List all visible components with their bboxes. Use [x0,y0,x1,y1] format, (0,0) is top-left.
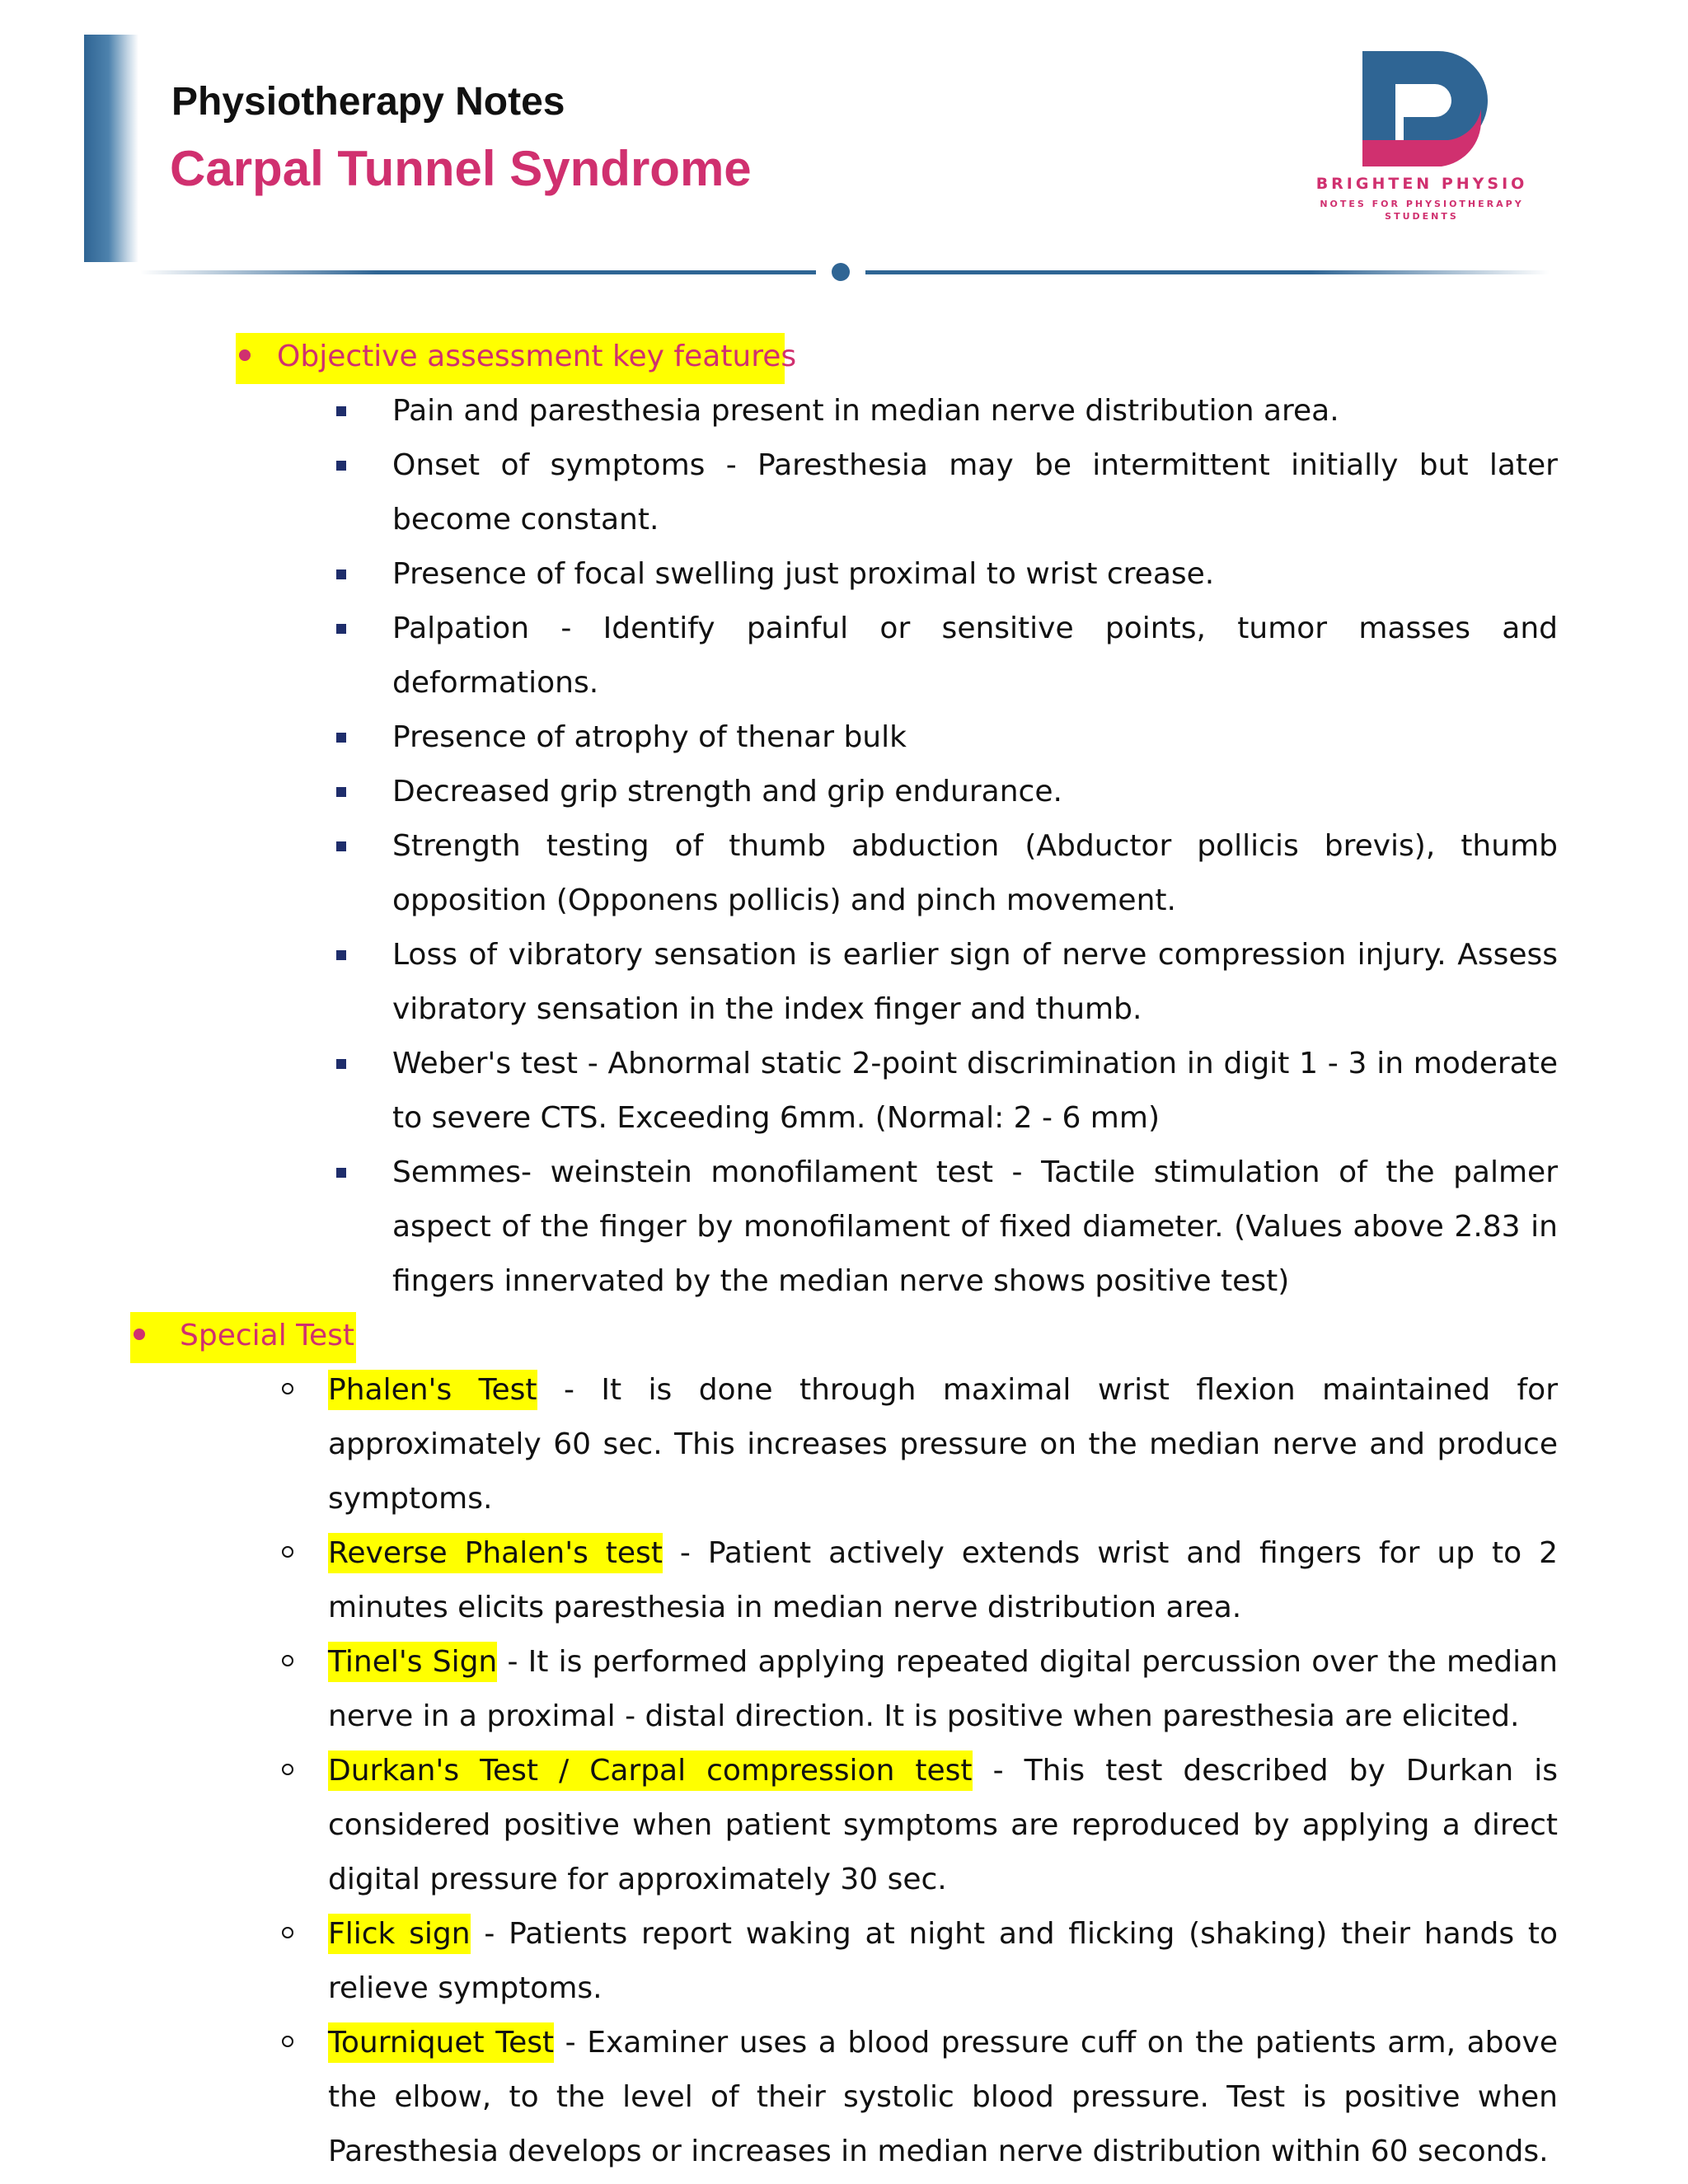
objective-item-text: Loss of vibratory sensation is earlier sign of nerve compression injury. Assess vibratory sensation in the index finger and thumb. [392,938,1558,1026]
circle-bullet-icon [282,1927,293,1938]
objective-item-text: Pain and paresthesia present in median nerve distribution area. [392,394,1339,428]
objective-item [392,928,1558,1037]
objective-item [392,819,1558,928]
special-test-description: - It is performed applying repeated digital percussion over the median nerve in a proximal - distal direction. It is positive when paresthesia are elicited. [328,1645,1558,1733]
special-test-name: Tinel's Sign [328,1642,497,1682]
special-test-item [328,1526,1558,1635]
special-test-item [328,2016,1558,2179]
circle-bullet-icon [282,2036,293,2047]
special-test-name: Phalen's Test [328,1370,537,1410]
objective-item-text: Weber's test - Abnormal static 2-point discrimination in digit 1 - 3 in moderate to severe CTS. Exceeding 6mm. (Normal: 2 - 6 mm) [392,1047,1558,1135]
notes-content [0,330,1688,2179]
objective-item [392,1037,1558,1146]
square-bullet-icon [336,1168,346,1178]
pink-bullet-icon [134,1329,145,1340]
special-test-name: Flick sign [328,1914,471,1954]
objective-item [392,1146,1558,1309]
square-bullet-icon [336,406,346,416]
special-heading-text: Special Test [180,1319,355,1352]
square-bullet-icon [336,950,346,960]
objective-item [392,765,1558,819]
objective-item [392,547,1558,602]
logo-mark-icon [1356,51,1488,168]
special-test-name: Durkan's Test / Carpal compression test [328,1750,973,1791]
objective-item-text: Decreased grip strength and grip endurance. [392,775,1062,808]
objective-list [0,384,1688,1309]
special-test-description: - Examiner uses a blood pressure cuff on the patients arm, above the elbow, to the level of their systolic blood pressure. Test is positive when Paresthesia develops or increases in median nerve distribution within 60 seconds. [328,2026,1559,2168]
special-test-item [328,1907,1558,2016]
special-heading [0,1309,1688,1363]
square-bullet-icon [336,841,346,851]
special-test-description: - Patient actively extends wrist and fingers for up to 2 minutes elicits paresthesia in median nerve distribution area. [328,1536,1558,1624]
objective-heading-text: Objective assessment key features [277,340,797,373]
special-test-item [328,1635,1558,1744]
objective-item-text: Presence of atrophy of thenar bulk [392,720,907,754]
circle-bullet-icon [282,1383,293,1394]
objective-item [392,438,1558,547]
special-test-list [0,1363,1688,2179]
square-bullet-icon [336,787,346,797]
objective-item-text: Semmes- weinstein monofilament test - Tactile stimulation of the palmer aspect of the finger by monofilament of fixed diameter. (Values above 2.83 in fingers innervated by the median nerve shows positive test) [392,1155,1558,1298]
circle-bullet-icon [282,1655,293,1666]
square-bullet-icon [336,733,346,743]
special-test-description: - This test described by Durkan is considered positive when patient symptoms are reproduced by applying a direct digital pressure for approximately 30 sec. [328,1754,1559,1896]
objective-item-text: Onset of symptoms - Paresthesia may be intermittent initially but later become constant. [392,448,1558,537]
square-bullet-icon [336,1059,346,1069]
page-title: Physiotherapy Notes [171,80,565,124]
circle-bullet-icon [282,1546,293,1558]
objective-item [392,602,1558,710]
brand-logo [1294,51,1550,232]
objective-item [392,384,1558,438]
square-bullet-icon [336,569,346,579]
circle-bullet-icon [282,1764,293,1775]
square-bullet-icon [336,624,346,634]
special-test-item [328,1363,1558,1526]
objective-heading [0,330,1688,384]
logo-tagline-line-2: STUDENTS [1385,211,1459,222]
square-bullet-icon [336,461,346,471]
special-test-item [328,1744,1558,1907]
logo-tagline [1294,198,1550,223]
header-divider [140,260,1550,284]
objective-item-text: Strength testing of thumb abduction (Abductor pollicis brevis), thumb opposition (Opponens pollicis) and pinch movement. [392,829,1558,917]
special-test-name: Tourniquet Test [328,2022,554,2063]
logo-tagline-line-1: NOTES FOR PHYSIOTHERAPY [1320,199,1524,209]
special-test-description: - It is done through maximal wrist flexion maintained for approximately 60 sec. This increases pressure on the median nerve and produce symptoms. [328,1373,1559,1516]
logo-name: BRIGHTEN PHYSIO [1315,175,1528,193]
header-accent-bar [84,35,138,262]
objective-item-text: Presence of focal swelling just proximal to wrist crease. [392,557,1215,591]
objective-item [392,710,1558,765]
pink-bullet-icon [239,349,251,361]
page-subtitle: Carpal Tunnel Syndrome [170,141,752,196]
objective-item-text: Palpation - Identify painful or sensitive points, tumor masses and deformations. [392,612,1558,700]
special-test-description: - Patients report waking at night and flicking (shaking) their hands to relieve symptoms. [328,1917,1558,2005]
special-test-name: Reverse Phalen's test [328,1533,663,1573]
